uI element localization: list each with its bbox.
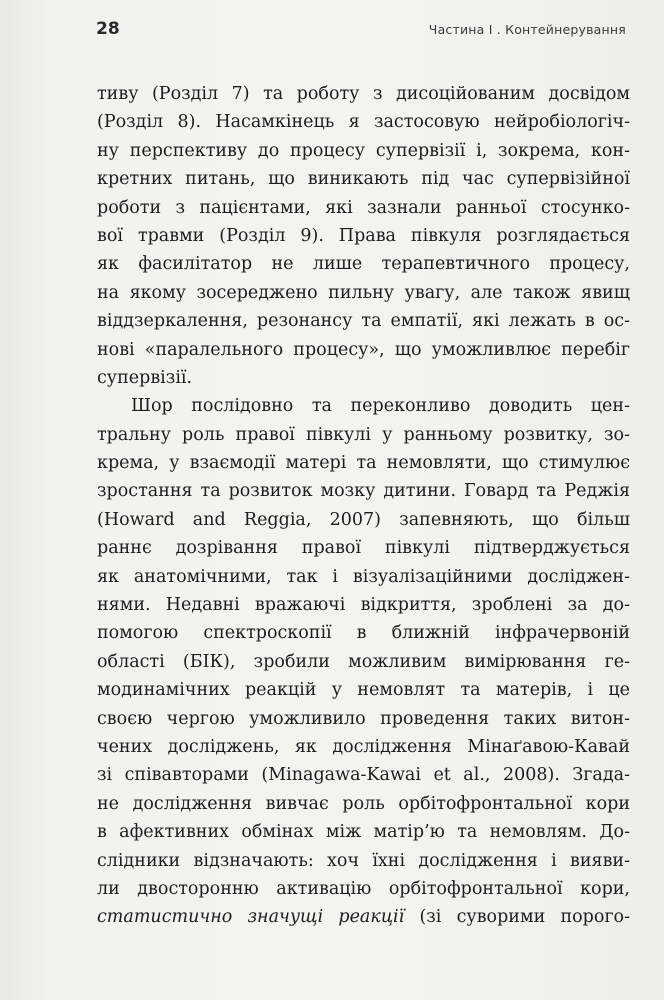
text-line: своєю чергою уможливило проведення таких витон- <box>97 708 630 729</box>
text-line: тиву (Розділ 7) та роботу з дисоційованим досвідом <box>97 84 630 104</box>
text-line: роботи з пацієнтами, які зазнали ранньої стосунко- <box>97 197 630 218</box>
text-run: (зі суворими порого- <box>404 907 630 928</box>
text-line <box>97 903 630 931</box>
paragraph-2 <box>97 392 630 931</box>
paragraph-1 <box>97 80 630 392</box>
text-line: як анатомічними, так і візуалізаційними досліджен- <box>97 566 630 587</box>
body-text <box>97 80 630 932</box>
text-line: тральну роль правої півкулі у ранньому розвитку, зо- <box>97 424 630 445</box>
text-line: зростання та розвиток мозку дитини. Говард та Реджія <box>97 481 630 502</box>
text-line: чених досліджень, як дослідження Мінаґавою-Кавай <box>97 736 630 757</box>
text-line: області (БІК), зробили можливим вимірювання ге- <box>97 651 630 672</box>
text-line: модинамічних реакцій у немовлят та матерів, і це <box>97 680 630 701</box>
text-line: ли двосторонню активацію орбітофронтальної кори, <box>97 878 630 899</box>
text-line: Шор послідовно та переконливо доводить цен- <box>131 396 630 417</box>
text-line: як фасилітатор не лише терапевтичного процесу, <box>97 254 630 275</box>
page-number: 28 <box>96 19 120 39</box>
text-line: (Howard and Reggia, 2007) запевняють, що більш <box>97 509 630 530</box>
text-line: віддзеркалення, резонансу та емпатії, які лежать в ос- <box>97 311 630 332</box>
running-head <box>96 19 626 43</box>
text-line: нями. Недавні вражаючі відкриття, зроблені за до- <box>97 595 630 616</box>
text-line: помогою спектроскопії в ближній інфрачервоній <box>97 623 630 644</box>
text-line: нові «паралельного процесу», що уможливлює перебіг <box>97 339 630 360</box>
text-line: не дослідження вивчає роль орбітофронтальної кори <box>97 793 630 814</box>
text-line: кретних питань, що виникають під час супервізійної <box>97 169 630 190</box>
text-line: на якому зосереджено пильну увагу, але також явищ <box>97 282 630 303</box>
chapter-title: Частина І . Контейнерування <box>428 22 626 37</box>
text-line: (Розділ 8). Насамкінець я застосовую нейробіологіч- <box>97 112 630 133</box>
text-line: супервізії. <box>97 367 193 388</box>
text-line: слідники відзначають: хоч їхні дослідження і вияви- <box>97 850 630 871</box>
text-line: раннє дозрівання правої півкулі підтверджується <box>97 538 630 559</box>
italic-emphasis: статистично значущі реакції <box>97 907 405 928</box>
text-line: в афективних обмінах між матір’ю та немовлям. До- <box>97 822 630 843</box>
text-line: крема, у взаємодії матері та немовляти, що стимулює <box>97 453 630 474</box>
text-line: ну перспективу до процесу супервізії і, зокрема, кон- <box>97 140 630 161</box>
text-line: зі співавторами (Minagawa-Kawai et al., 2008). Згада- <box>97 765 630 786</box>
text-line: вої травми (Розділ 9). Права півкуля розглядається <box>97 225 630 246</box>
